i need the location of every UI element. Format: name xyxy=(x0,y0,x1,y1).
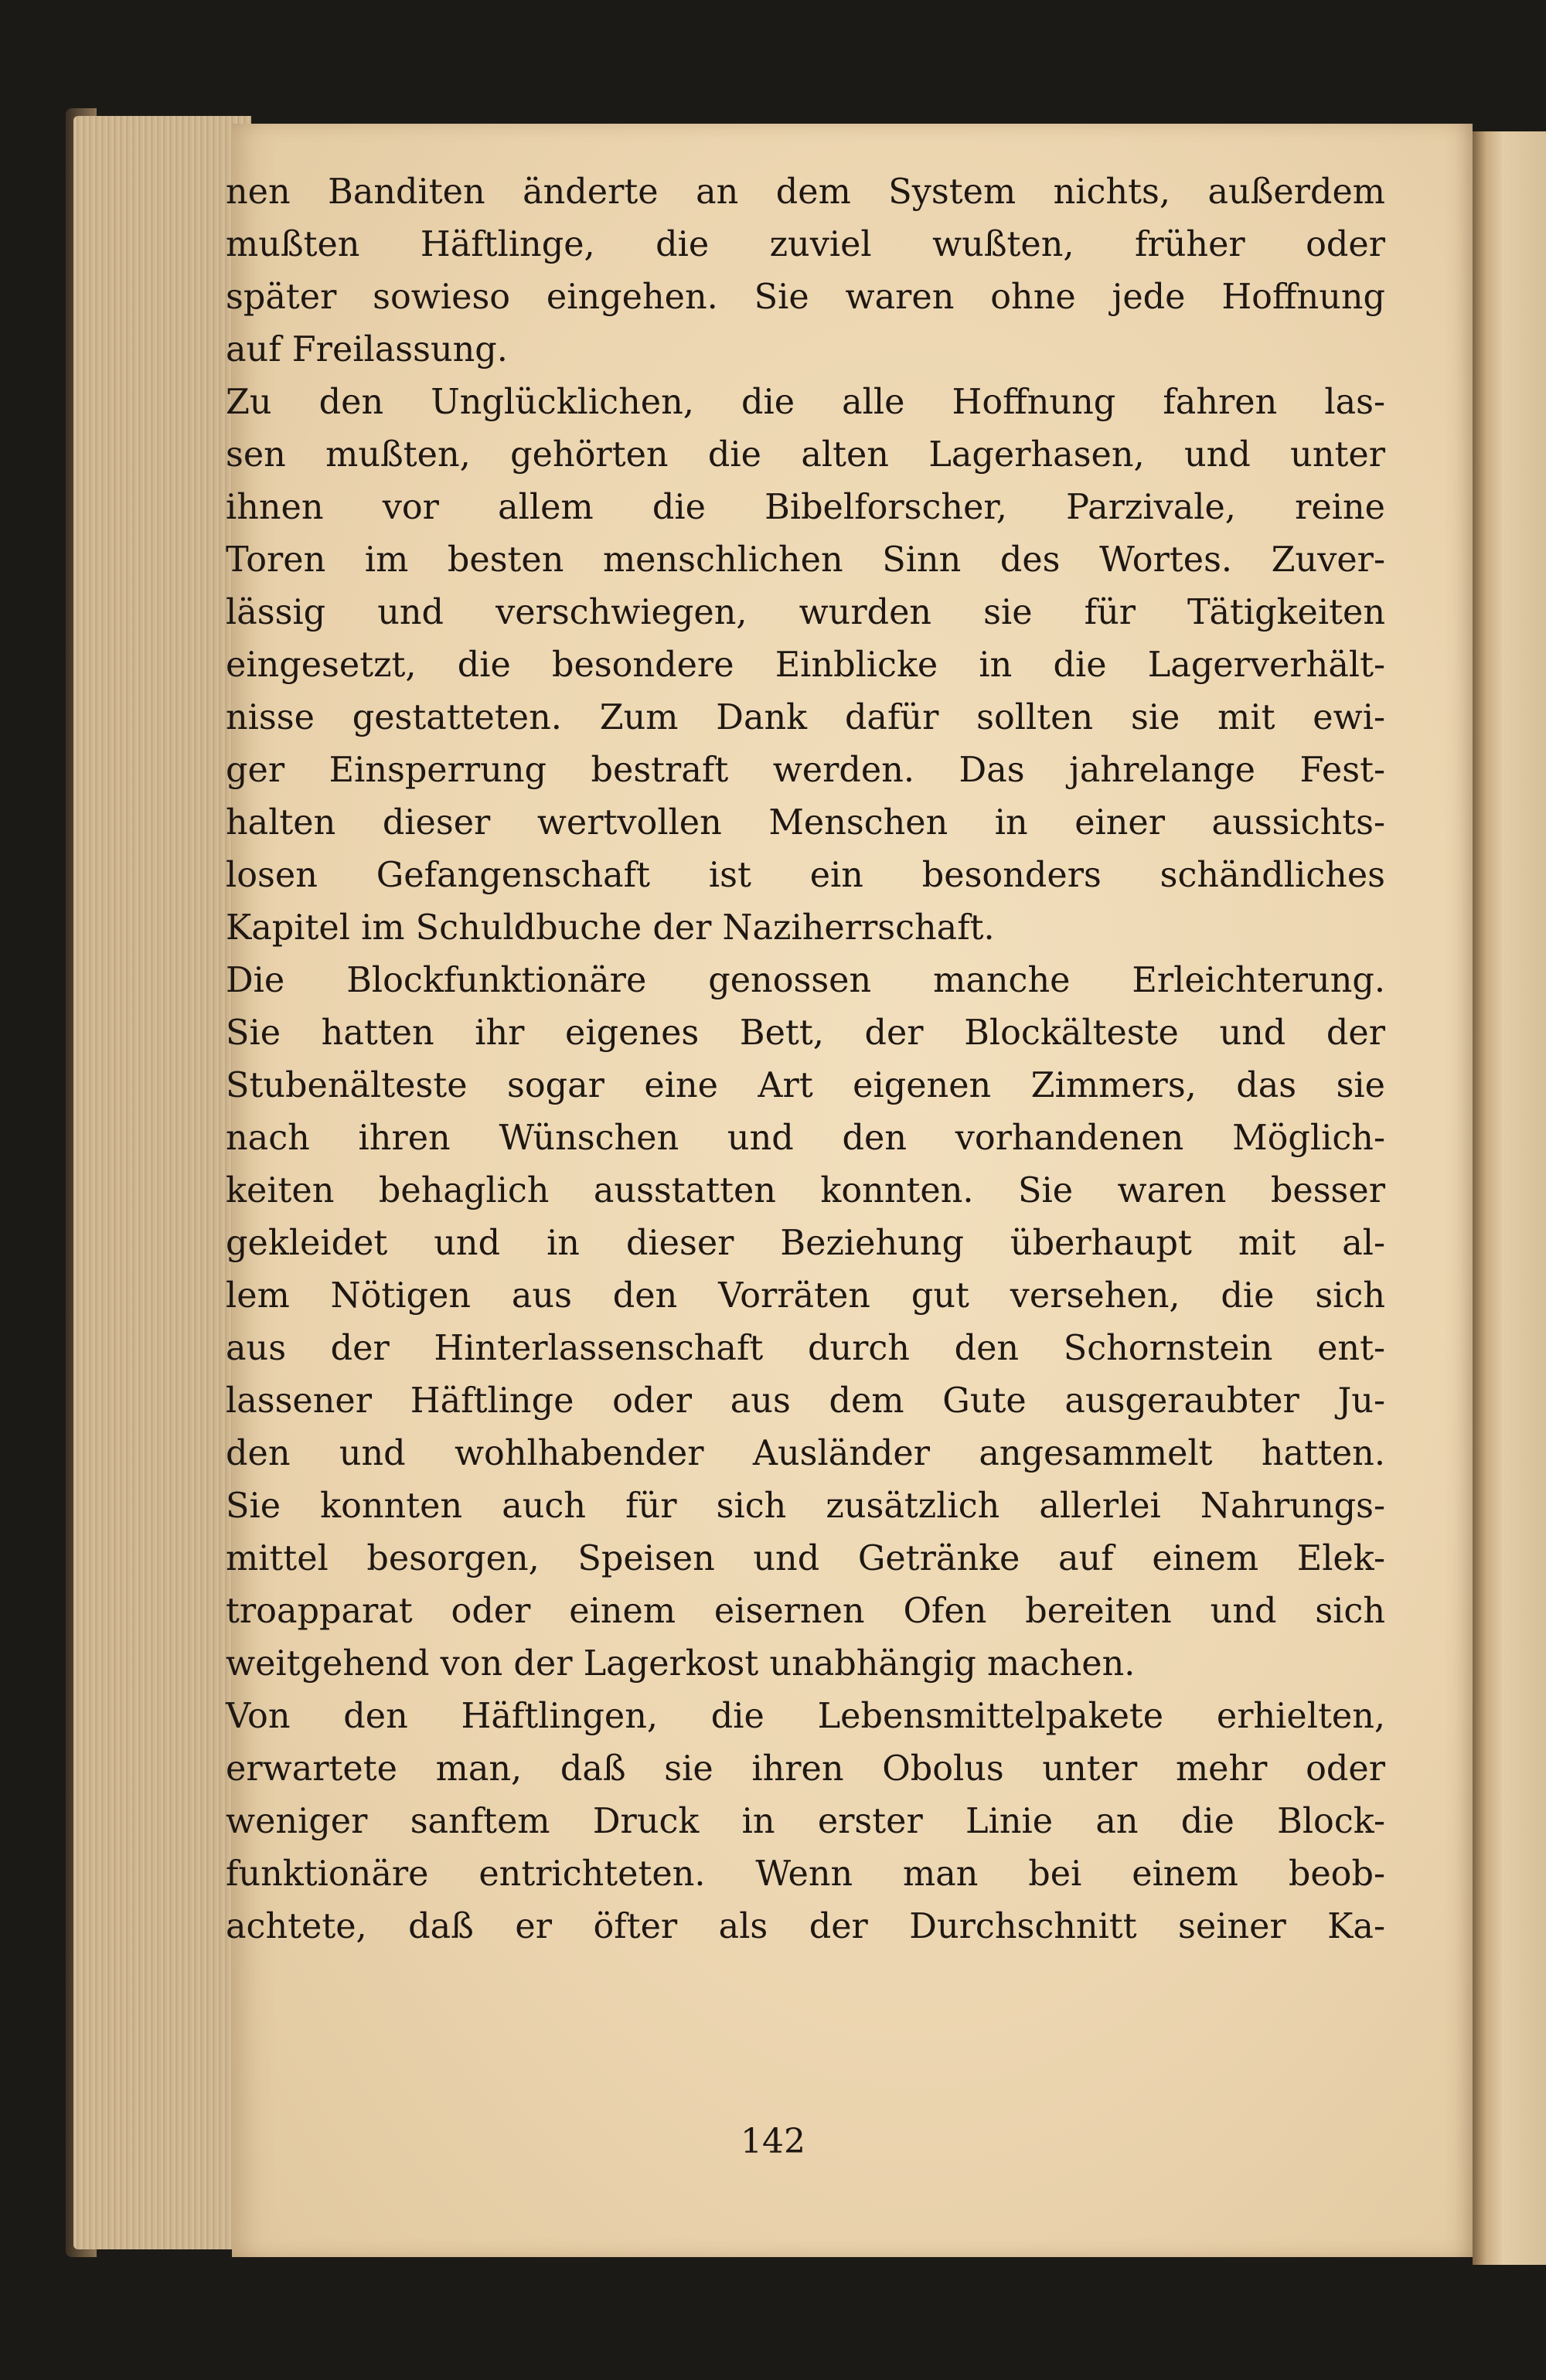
text-line: mittel besorgen, Speisen und Getränke auf einem Elek- xyxy=(226,1539,1385,1578)
text-line: mußten Häftlinge, die zuviel wußten, früher oder xyxy=(226,225,1385,264)
text-line: nen Banditen änderte an dem System nichts, außerdem xyxy=(226,172,1385,212)
text-line: auf Freilassung. xyxy=(226,330,508,369)
text-line: den und wohlhabender Ausländer angesammelt hatten. xyxy=(226,1434,1385,1473)
text-line: nisse gestatteten. Zum Dank dafür sollten sie mit ewi- xyxy=(226,698,1385,737)
text-line: Sie hatten ihr eigenes Bett, der Blockälteste und der xyxy=(226,1013,1385,1053)
text-line: lässig und verschwiegen, wurden sie für Tätigkeiten xyxy=(226,593,1385,632)
text-line: sen mußten, gehörten die alten Lagerhasen, und unter xyxy=(226,435,1385,475)
text-line: eingesetzt, die besondere Einblicke in die Lagerverhält- xyxy=(226,645,1385,685)
stacked-page-edges xyxy=(73,116,251,2249)
text-line: Von den Häftlingen, die Lebensmittelpakete erhielten, xyxy=(226,1697,1385,1736)
text-line: funktionäre entrichteten. Wenn man bei einem beob- xyxy=(226,1854,1385,1894)
text-line: aus der Hinterlassenschaft durch den Schornstein ent- xyxy=(226,1329,1385,1368)
facing-page-edge xyxy=(1473,131,1546,2265)
body-text xyxy=(226,166,1385,1953)
text-line: achtete, daß er öfter als der Durchschnitt seiner Ka- xyxy=(226,1907,1385,1946)
text-line: Zu den Unglücklichen, die alle Hoffnung fahren las- xyxy=(226,383,1385,422)
text-line: Kapitel im Schuldbuche der Naziherrschaft. xyxy=(226,908,995,948)
text-line: lem Nötigen aus den Vorräten gut versehen, die sich xyxy=(226,1276,1385,1316)
text-line: Sie konnten auch für sich zusätzlich allerlei Nahrungs- xyxy=(226,1486,1385,1526)
text-line: gekleidet und in dieser Beziehung überhaupt mit al- xyxy=(226,1224,1385,1263)
text-line: ihnen vor allem die Bibelforscher, Parzivale, reine xyxy=(226,488,1385,527)
text-line: halten dieser wertvollen Menschen in einer aussichts- xyxy=(226,803,1385,843)
text-line: ger Einsperrung bestraft werden. Das jahrelange Fest- xyxy=(226,751,1385,790)
text-line: Die Blockfunktionäre genossen manche Erleichterung. xyxy=(226,961,1385,1000)
text-line: nach ihren Wünschen und den vorhandenen Möglich- xyxy=(226,1118,1385,1158)
text-line: losen Gefangenschaft ist ein besonders schändliches xyxy=(226,856,1385,895)
text-line: später sowieso eingehen. Sie waren ohne jede Hoffnung xyxy=(226,277,1385,317)
text-line: Stubenälteste sogar eine Art eigenen Zimmers, das sie xyxy=(226,1066,1385,1105)
text-line: troapparat oder einem eisernen Ofen bereiten und sich xyxy=(226,1592,1385,1631)
text-line: weitgehend von der Lagerkost unabhängig machen. xyxy=(226,1644,1136,1684)
text-line: weniger sanftem Druck in erster Linie an die Block- xyxy=(226,1802,1385,1841)
text-line: keiten behaglich ausstatten konnten. Sie waren besser xyxy=(226,1171,1385,1210)
text-line: erwartete man, daß sie ihren Obolus unter mehr oder xyxy=(226,1749,1385,1789)
page-number: 142 xyxy=(741,2122,805,2161)
text-line: lassener Häftlinge oder aus dem Gute ausgeraubter Ju- xyxy=(226,1381,1385,1421)
text-line: Toren im besten menschlichen Sinn des Wortes. Zuver- xyxy=(226,540,1385,580)
